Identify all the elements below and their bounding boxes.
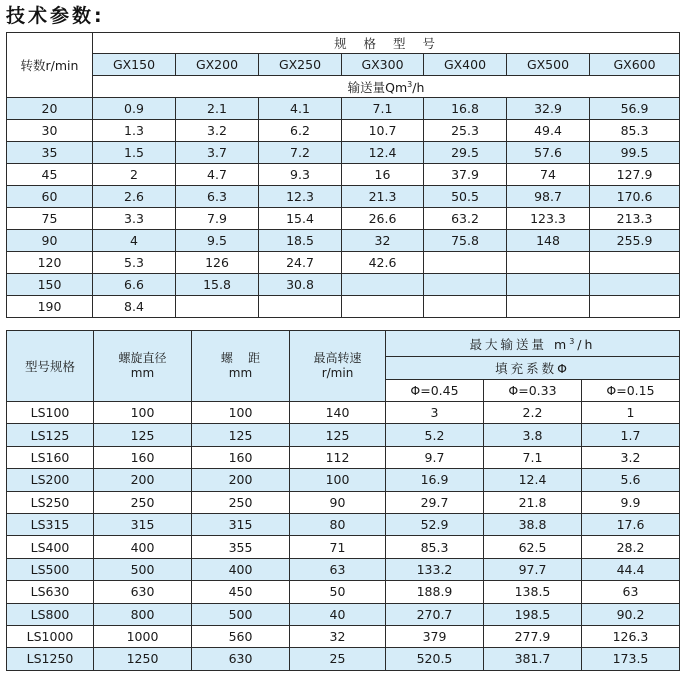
max-flow-cell: 12.4 — [484, 469, 582, 491]
speed-cell: 150 — [7, 274, 93, 296]
unit-text: 输送量Qm — [347, 79, 408, 95]
max-flow-cell: 198.5 — [484, 603, 582, 625]
flow-cell: 2.6 — [93, 186, 176, 208]
max-flow-suffix: /h — [577, 336, 596, 352]
speed-cell: 45 — [7, 164, 93, 186]
table-row — [7, 424, 680, 446]
flow-cell: 50.5 — [424, 186, 507, 208]
pitch-header-line1: 螺 距 — [220, 351, 261, 365]
max-flow-cell: 90.2 — [582, 603, 680, 625]
flow-cell: 12.4 — [342, 142, 424, 164]
diameter-cell: 500 — [94, 558, 192, 580]
max-speed-cell: 50 — [290, 581, 386, 603]
model-header-cell: GX200 — [176, 54, 259, 76]
rotation-speed-table — [6, 32, 680, 318]
flow-cell: 32 — [342, 230, 424, 252]
table-row — [7, 491, 680, 513]
pitch-cell: 560 — [192, 625, 290, 647]
screw-spec-table — [6, 330, 680, 671]
flow-cell: 2.1 — [176, 98, 259, 120]
model-header-cell: GX300 — [342, 54, 424, 76]
speed-cell: 60 — [7, 186, 93, 208]
pitch-cell: 315 — [192, 513, 290, 535]
max-flow-cell: 9.9 — [582, 491, 680, 513]
speed-cell: 120 — [7, 252, 93, 274]
pitch-header — [192, 331, 290, 402]
flow-cell: 26.6 — [342, 208, 424, 230]
pitch-cell: 355 — [192, 536, 290, 558]
flow-cell: 18.5 — [259, 230, 342, 252]
model-cell: LS315 — [7, 513, 94, 535]
max-flow-cell: 29.7 — [386, 491, 484, 513]
diameter-cell: 400 — [94, 536, 192, 558]
model-cell: LS630 — [7, 581, 94, 603]
flow-cell: 85.3 — [590, 120, 680, 142]
fill-coefficient-header: 填充系数Φ — [386, 357, 680, 380]
table-row — [7, 208, 680, 230]
max-flow-cell: 5.6 — [582, 469, 680, 491]
flow-cell — [424, 252, 507, 274]
diameter-cell: 1000 — [94, 625, 192, 647]
flow-cell: 6.6 — [93, 274, 176, 296]
max-flow-cell: 62.5 — [484, 536, 582, 558]
flow-cell: 49.4 — [507, 120, 590, 142]
pitch-cell: 500 — [192, 603, 290, 625]
pitch-cell: 450 — [192, 581, 290, 603]
flow-cell: 7.9 — [176, 208, 259, 230]
flow-cell: 3.2 — [176, 120, 259, 142]
flow-cell: 9.5 — [176, 230, 259, 252]
flow-cell: 15.4 — [259, 208, 342, 230]
flow-cell — [507, 252, 590, 274]
pitch-header-line2: mm — [228, 366, 253, 380]
model-cell: LS160 — [7, 446, 94, 468]
flow-cell: 255.9 — [590, 230, 680, 252]
model-cell: LS400 — [7, 536, 94, 558]
flow-cell: 6.2 — [259, 120, 342, 142]
flow-cell: 1.5 — [93, 142, 176, 164]
model-cell: LS800 — [7, 603, 94, 625]
flow-cell: 57.6 — [507, 142, 590, 164]
flow-cell: 15.8 — [176, 274, 259, 296]
model-cell: LS1000 — [7, 625, 94, 647]
diameter-cell: 250 — [94, 491, 192, 513]
model-header-cell: GX600 — [590, 54, 680, 76]
max-speed-cell: 32 — [290, 625, 386, 647]
max-flow-cell: 63 — [582, 581, 680, 603]
max-flow-cell: 138.5 — [484, 581, 582, 603]
table-row — [7, 120, 680, 142]
flow-cell: 74 — [507, 164, 590, 186]
max-speed-cell: 112 — [290, 446, 386, 468]
max-flow-cell: 133.2 — [386, 558, 484, 580]
flow-cell: 170.6 — [590, 186, 680, 208]
flow-cell — [424, 296, 507, 318]
speed-cell: 30 — [7, 120, 93, 142]
max-speed-cell: 90 — [290, 491, 386, 513]
max-speed-cell: 40 — [290, 603, 386, 625]
max-flow-cell: 17.6 — [582, 513, 680, 535]
table-row — [7, 274, 680, 296]
table-row — [7, 142, 680, 164]
table-header-row — [7, 33, 680, 54]
flow-cell: 6.3 — [176, 186, 259, 208]
speed-cell: 190 — [7, 296, 93, 318]
flow-cell: 2 — [93, 164, 176, 186]
flow-cell — [590, 296, 680, 318]
flow-cell — [507, 296, 590, 318]
flow-cell: 4.7 — [176, 164, 259, 186]
flow-cell: 21.3 — [342, 186, 424, 208]
pitch-cell: 100 — [192, 402, 290, 424]
max-flow-cell: 16.9 — [386, 469, 484, 491]
speed-cell: 90 — [7, 230, 93, 252]
max-flow-text: 最大输送量 m — [469, 336, 570, 352]
flow-cell — [342, 274, 424, 296]
table-header-row — [7, 331, 680, 357]
diameter-cell: 200 — [94, 469, 192, 491]
max-flow-header — [386, 331, 680, 357]
flow-cell — [424, 274, 507, 296]
flow-cell: 56.9 — [590, 98, 680, 120]
max-flow-cell: 97.7 — [484, 558, 582, 580]
unit-suffix: /h — [412, 79, 425, 95]
max-speed-cell: 63 — [290, 558, 386, 580]
flow-cell: 126 — [176, 252, 259, 274]
pitch-cell: 160 — [192, 446, 290, 468]
flow-cell: 29.5 — [424, 142, 507, 164]
flow-cell: 63.2 — [424, 208, 507, 230]
flow-cell: 1.3 — [93, 120, 176, 142]
model-header-cell: GX500 — [507, 54, 590, 76]
max-flow-cell: 9.7 — [386, 446, 484, 468]
table-row — [7, 98, 680, 120]
table-row — [7, 230, 680, 252]
max-flow-cell: 173.5 — [582, 648, 680, 670]
max-flow-cell: 38.8 — [484, 513, 582, 535]
page-title: 技术参数: — [6, 5, 105, 27]
max-speed-cell: 140 — [290, 402, 386, 424]
flow-cell: 30.8 — [259, 274, 342, 296]
max-flow-cell: 126.3 — [582, 625, 680, 647]
max-flow-cell: 1.7 — [582, 424, 680, 446]
flow-cell: 16 — [342, 164, 424, 186]
flow-cell: 5.3 — [93, 252, 176, 274]
flow-cell — [342, 296, 424, 318]
flow-cell: 0.9 — [93, 98, 176, 120]
max-flow-cell: 520.5 — [386, 648, 484, 670]
flow-cell: 4 — [93, 230, 176, 252]
model-cell: LS500 — [7, 558, 94, 580]
model-cell: LS100 — [7, 402, 94, 424]
max-flow-cell: 277.9 — [484, 625, 582, 647]
max-flow-cell: 1 — [582, 402, 680, 424]
flow-cell: 7.1 — [342, 98, 424, 120]
max-speed-header-line2: r/min — [321, 366, 354, 380]
pitch-cell: 200 — [192, 469, 290, 491]
max-speed-header-line1: 最高转速 — [313, 351, 362, 365]
diameter-cell: 315 — [94, 513, 192, 535]
model-group-header: 规 格 型 号 — [93, 33, 680, 54]
flow-cell: 4.1 — [259, 98, 342, 120]
phi-header-cell: Φ=0.45 — [386, 380, 484, 402]
max-speed-cell: 80 — [290, 513, 386, 535]
max-speed-cell: 100 — [290, 469, 386, 491]
table-header-row — [7, 54, 680, 76]
max-flow-cell: 5.2 — [386, 424, 484, 446]
pitch-cell: 250 — [192, 491, 290, 513]
table-row — [7, 402, 680, 424]
flow-cell: 37.9 — [424, 164, 507, 186]
table-row — [7, 446, 680, 468]
flow-cell: 12.3 — [259, 186, 342, 208]
flow-cell: 32.9 — [507, 98, 590, 120]
max-speed-cell: 125 — [290, 424, 386, 446]
flow-cell: 10.7 — [342, 120, 424, 142]
max-flow-cell: 3.8 — [484, 424, 582, 446]
table-row — [7, 603, 680, 625]
max-flow-cell: 7.1 — [484, 446, 582, 468]
flow-cell — [590, 252, 680, 274]
max-flow-cell: 85.3 — [386, 536, 484, 558]
flow-cell — [259, 296, 342, 318]
flow-cell: 8.4 — [93, 296, 176, 318]
max-speed-cell: 71 — [290, 536, 386, 558]
diameter-cell: 125 — [94, 424, 192, 446]
diameter-header — [94, 331, 192, 402]
table-row — [7, 469, 680, 491]
diameter-cell: 160 — [94, 446, 192, 468]
flow-cell: 213.3 — [590, 208, 680, 230]
pitch-cell: 630 — [192, 648, 290, 670]
table-row — [7, 164, 680, 186]
flow-cell: 9.3 — [259, 164, 342, 186]
flow-cell: 42.6 — [342, 252, 424, 274]
table-row — [7, 513, 680, 535]
pitch-cell: 400 — [192, 558, 290, 580]
flow-cell: 99.5 — [590, 142, 680, 164]
table-row — [7, 558, 680, 580]
max-flow-superscript: 3 — [569, 336, 578, 346]
max-flow-cell: 3.2 — [582, 446, 680, 468]
table-row — [7, 252, 680, 274]
table-row — [7, 648, 680, 670]
model-cell: LS125 — [7, 424, 94, 446]
diameter-cell: 100 — [94, 402, 192, 424]
flow-cell: 3.3 — [93, 208, 176, 230]
table-row — [7, 581, 680, 603]
table-header-row — [7, 76, 680, 98]
model-header-cell: GX150 — [93, 54, 176, 76]
max-flow-cell: 21.8 — [484, 491, 582, 513]
flow-cell: 16.8 — [424, 98, 507, 120]
max-flow-cell: 270.7 — [386, 603, 484, 625]
max-speed-header — [290, 331, 386, 402]
speed-header-cell: 转数r/min — [7, 33, 93, 98]
flow-cell: 123.3 — [507, 208, 590, 230]
max-flow-cell: 52.9 — [386, 513, 484, 535]
model-header-cell: GX400 — [424, 54, 507, 76]
speed-cell: 35 — [7, 142, 93, 164]
max-speed-cell: 25 — [290, 648, 386, 670]
flow-cell — [507, 274, 590, 296]
table-row — [7, 536, 680, 558]
diameter-cell: 630 — [94, 581, 192, 603]
diameter-cell: 800 — [94, 603, 192, 625]
flow-cell: 25.3 — [424, 120, 507, 142]
flow-cell: 75.8 — [424, 230, 507, 252]
max-flow-cell: 188.9 — [386, 581, 484, 603]
table-row — [7, 625, 680, 647]
speed-cell: 20 — [7, 98, 93, 120]
model-spec-header: 型号规格 — [7, 331, 94, 402]
flow-cell: 98.7 — [507, 186, 590, 208]
diameter-header-line2: mm — [130, 366, 155, 380]
max-flow-cell: 379 — [386, 625, 484, 647]
unit-superscript: 3 — [407, 79, 413, 89]
max-flow-cell: 44.4 — [582, 558, 680, 580]
max-flow-cell: 3 — [386, 402, 484, 424]
max-flow-cell: 381.7 — [484, 648, 582, 670]
flow-cell: 3.7 — [176, 142, 259, 164]
phi-header-cell: Φ=0.33 — [484, 380, 582, 402]
diameter-cell: 1250 — [94, 648, 192, 670]
flow-cell: 7.2 — [259, 142, 342, 164]
flow-cell — [590, 274, 680, 296]
speed-cell: 75 — [7, 208, 93, 230]
diameter-header-line1: 螺旋直径 — [118, 351, 167, 365]
model-header-cell: GX250 — [259, 54, 342, 76]
table-row — [7, 186, 680, 208]
flow-cell: 148 — [507, 230, 590, 252]
phi-header-cell: Φ=0.15 — [582, 380, 680, 402]
model-cell: LS200 — [7, 469, 94, 491]
table-row — [7, 296, 680, 318]
model-cell: LS250 — [7, 491, 94, 513]
model-cell: LS1250 — [7, 648, 94, 670]
flow-cell: 24.7 — [259, 252, 342, 274]
flow-unit-header — [93, 76, 680, 98]
flow-cell — [176, 296, 259, 318]
pitch-cell: 125 — [192, 424, 290, 446]
flow-cell: 127.9 — [590, 164, 680, 186]
max-flow-cell: 2.2 — [484, 402, 582, 424]
max-flow-cell: 28.2 — [582, 536, 680, 558]
